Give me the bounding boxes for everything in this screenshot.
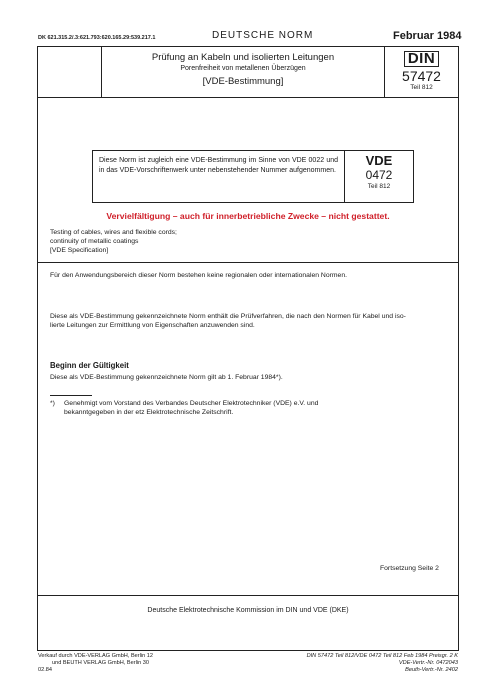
- english-title-line: [VDE Specification]: [50, 247, 109, 255]
- vde-bestimmung-label: [VDE-Bestimmung]: [202, 76, 284, 87]
- footer-sales-line: Verkauf durch VDE-VERLAG GmbH, Berlin 12: [38, 653, 154, 659]
- english-title-line: Testing of cables, wires and flexible cords;: [50, 229, 177, 236]
- vde-label: VDE: [365, 153, 393, 168]
- din-block: [385, 50, 458, 92]
- norm-label: DEUTSCHE NORM: [212, 30, 314, 41]
- description-line: Diese als VDE-Bestimmung gekennzeichnete Norm enthält die Prüfverfahren, die nach den Normen für Kabel und iso-: [50, 313, 406, 320]
- vde-notice-text: Diese Norm ist zugleich eine VDE-Bestimmung im Sinne von VDE 0022 und in das VDE-Vorschriftenwerk unter nebenstehender Nummer aufgenommen.: [99, 157, 338, 174]
- dk-classification: DK 621.315.2/.3:621.793:620.165.29:539.217.1: [38, 35, 156, 41]
- footer-sales-line: und BEUTH VERLAG GmbH, Berlin 30: [52, 660, 149, 666]
- footnote-rule: [50, 395, 92, 396]
- footnote-line: bekanntgegeben in der etz Elektrotechnische Zeitschrift.: [64, 409, 234, 417]
- bottom-rule: [37, 650, 459, 651]
- footer-edition: 02.84: [38, 667, 52, 673]
- footer-left: [38, 653, 153, 674]
- footer-right: [307, 653, 458, 674]
- commission-rule: [37, 595, 459, 596]
- continuation-note: Fortsetzung Seite 2: [380, 565, 439, 572]
- vde-number-block: [345, 154, 413, 191]
- footnote-text: [64, 399, 318, 417]
- din-logo: DIN: [404, 51, 439, 67]
- vde-part: Teil 812: [367, 183, 391, 190]
- vde-number: 0472: [365, 168, 393, 182]
- title-block: [102, 52, 384, 89]
- footer-ref-line: Beuth-Vertr.-Nr. 2402: [405, 667, 458, 673]
- footer-ref-line: VDE-Vertr.-Nr. 0472043: [398, 660, 458, 666]
- validity-text: Diese als VDE-Bestimmung gekennzeichnete Norm gilt ab 1. Februar 1984*).: [50, 374, 283, 381]
- section-rule: [37, 262, 459, 263]
- document-title: Prüfung an Kabeln und isolierten Leitungen: [151, 52, 335, 63]
- issue-date: Februar 1984: [393, 30, 462, 42]
- commission-name: Deutsche Elektrotechnische Kommission im DIN und VDE (DKE): [147, 607, 349, 614]
- document-subtitle: Porenfreiheit von metallenen Überzügen: [180, 65, 306, 72]
- description: [50, 312, 450, 330]
- vde-notice-box: [92, 150, 414, 203]
- left-frame: [37, 46, 38, 651]
- footnote-marker: *): [50, 400, 55, 407]
- scope-note: Für den Anwendungsbereich dieser Norm bestehen keine regionalen oder internationalen Normen.: [50, 272, 347, 279]
- din-number: 57472: [402, 68, 441, 84]
- validity-heading: Beginn der Gültigkeit: [50, 361, 129, 370]
- reproduction-warning: Vervielfältigung – auch für innerbetriebliche Zwecke – nicht gestattet.: [106, 211, 390, 221]
- english-title-line: continuity of metallic coatings: [50, 238, 139, 246]
- right-frame: [458, 46, 459, 651]
- description-line: lierte Leitungen zur Ermittlung von Eigenschaften anzuwenden sind.: [50, 322, 255, 330]
- din-part: Teil 812: [410, 84, 433, 91]
- footnote-line: Genehmigt vom Vorstand des Verbandes Deutscher Elektrotechniker (VDE) e.V. und: [64, 400, 319, 407]
- footer-ref-line: DIN 57472 Teil 812/VDE 0472 Teil 812 Feb 1984 Preisgr. 2 K: [306, 653, 458, 659]
- english-title: [50, 228, 177, 256]
